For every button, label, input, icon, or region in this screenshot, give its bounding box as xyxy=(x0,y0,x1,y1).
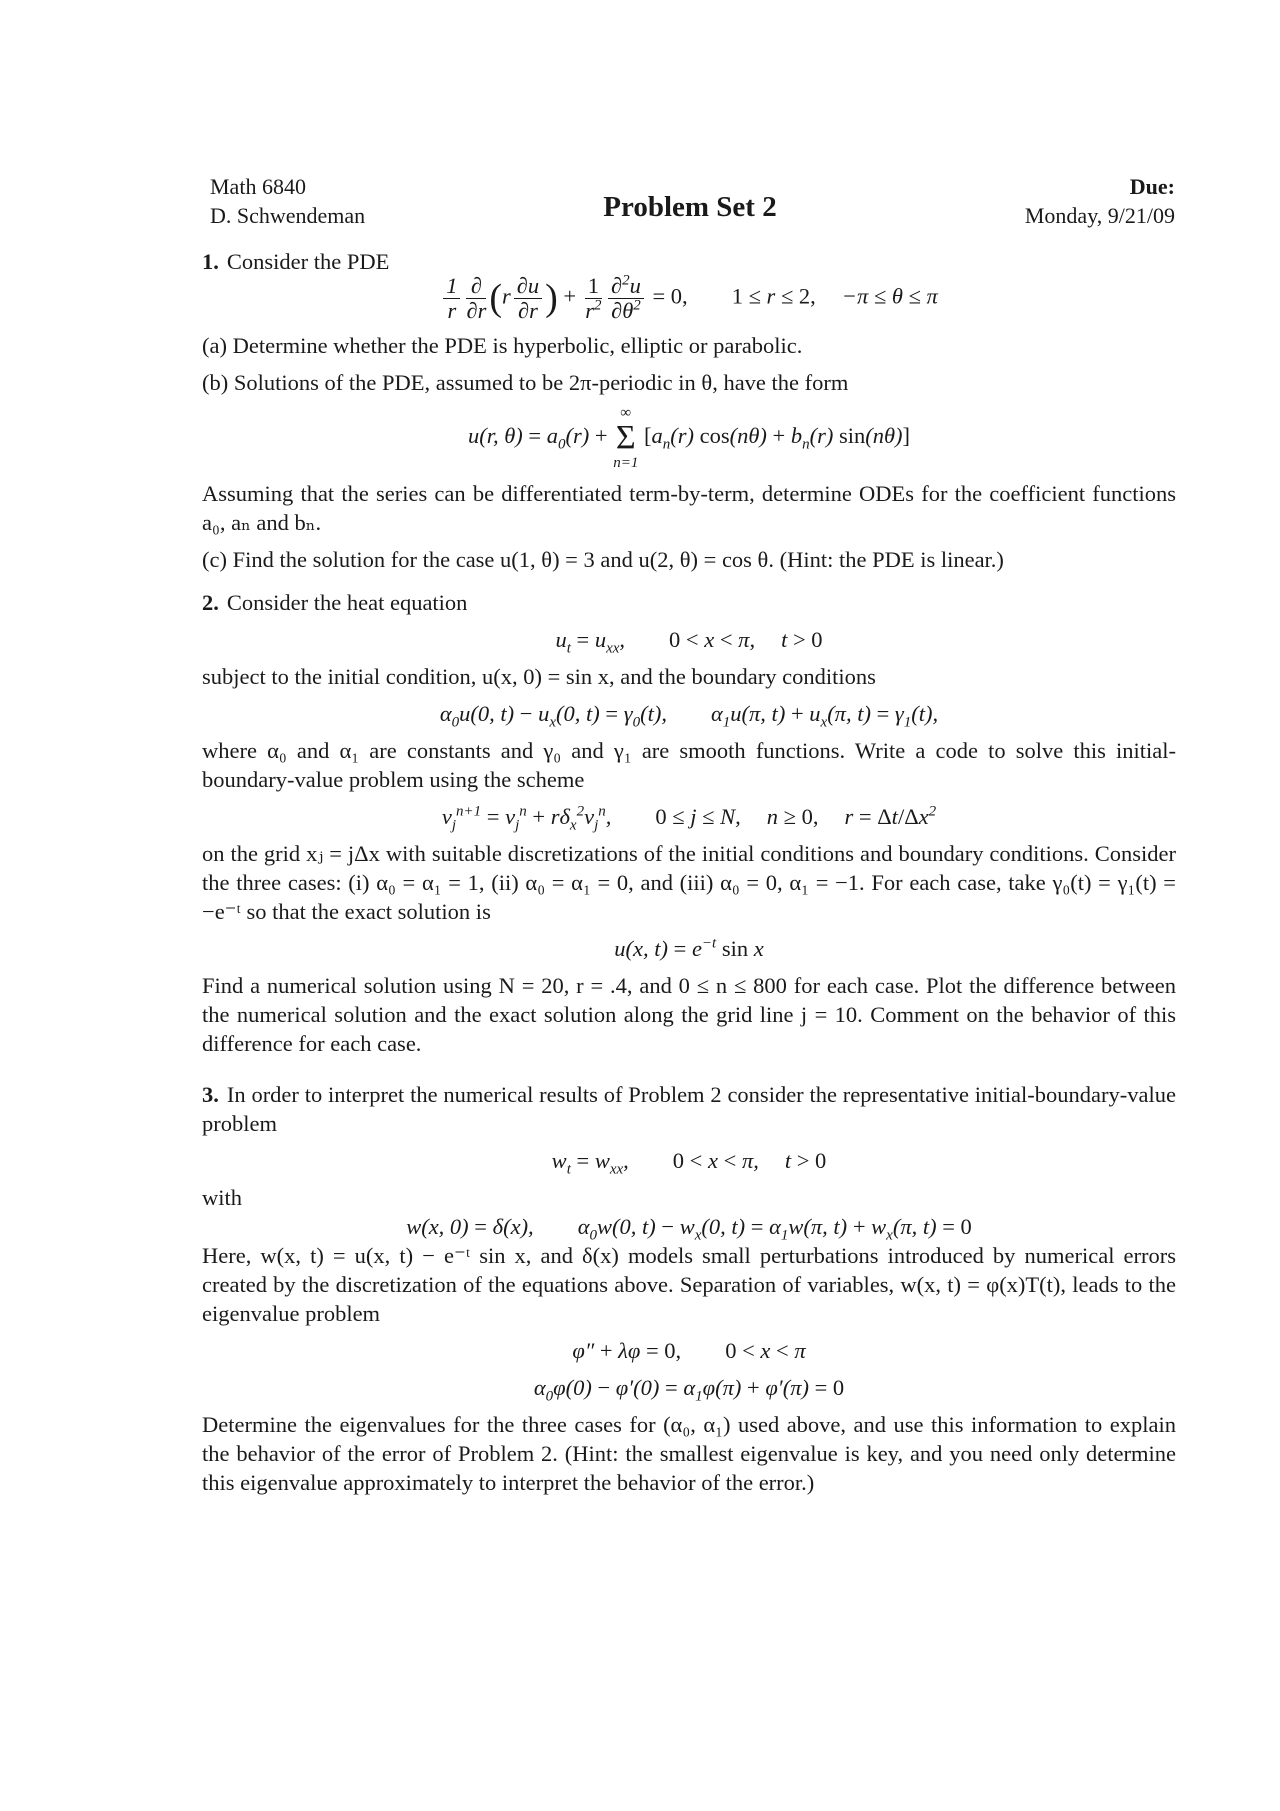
eigenvalue-equation: φ″ + λφ = 0, 0 < x < π xyxy=(572,1338,806,1363)
w-conditions: w(x, 0) = δ(x), $\alpha_0w(0$, $t) - w_x(0$, $t) = \alpha_1w(\pi$, $t) + w_x(\pi$, t) = 0 xyxy=(406,1214,972,1244)
problem-1-series-note: Assuming that the series can be differentiated term-by-term, determine ODEs for the coefficient functions a₀, aₙ and bₙ. xyxy=(202,481,1176,535)
problem-2-intro-text: Consider the heat equation xyxy=(226,590,468,615)
problem-2-grid-text: on the grid xⱼ = jΔx with suitable discretizations of the initial conditions and boundary conditions. Consider the three cases: (i) α₀ = α₁ = 1, (ii) α₀ = α₁ = 0, and (iii) α₀ = 0, α₁ = −1. For each case, take γ₀(t) = γ₁(t) = −e⁻ᵗ so that the exact solution is xyxy=(202,841,1176,924)
problem-3-here-text: Here, w(x, t) = u(x, t) − e⁻ᵗ sin x, and δ(x) models small perturbations introduced by numerical errors created by the discretization of the equations above. Separation of variables, w(x, t) = φ(x)T(t), leads to the eigenvalue problem xyxy=(202,1243,1176,1326)
problem-3-number: 3. xyxy=(202,1082,219,1107)
problem-2-number: 2. xyxy=(202,590,219,615)
instructor-name: D. Schwendeman xyxy=(210,203,366,228)
problem-1-part-c: (c) Find the solution for the case u(1, θ) = 3 and u(2, θ) = cos θ. (Hint: the PDE is linear.) xyxy=(202,547,1004,572)
problem-2-where-text: where α₀ and α₁ are constants and γ₀ and γ₁ are smooth functions. Write a code to solve this initial-boundary-value problem using the scheme xyxy=(202,738,1176,792)
problem-1-intro xyxy=(202,247,1176,276)
document-body xyxy=(202,247,1176,1497)
heat-equation: $u_t = u_{xx}$, 0 < x < π, t > 0 xyxy=(555,627,823,657)
problem-1-part-a: (a) Determine whether the PDE is hyperbolic, elliptic or parabolic. xyxy=(202,333,803,358)
problem-3-determine-text: Determine the eigenvalues for the three cases for (α₀, α₁) used above, and use this information to explain the behavior of the error of Problem 2. (Hint: the smallest eigenvalue is key, and you need only determine this eigenvalue approximately to interpret the behavior of the error.) xyxy=(202,1412,1176,1495)
problem-1-part-b: (b) Solutions of the PDE, assumed to be 2π-periodic in θ, have the form xyxy=(202,370,849,395)
fourier-series-equation: u(r, $\theta) = a_0(r)$ + ∞ Σ n=1 [$a_n(r) \cos(n\theta) + b_n(r)$ sin(nθ)] xyxy=(467,405,911,471)
course-name: Math 6840 xyxy=(210,174,306,199)
problem-1-intro-text: Consider the PDE xyxy=(226,249,390,274)
document-title: Problem Set 2 xyxy=(603,191,777,223)
due-label: Due: xyxy=(1129,174,1175,199)
boundary-conditions: $\alpha_0u(0$, $t) - u_x(0$, $t) = \gamma_0(t)$, $\alpha_1u(\pi$, $t) + u_x(\pi$, $t) = \gamma_1(t)$, xyxy=(439,701,939,731)
problem-2-initial-text: subject to the initial condition, u(x, 0) = sin x, and the boundary conditions xyxy=(202,664,876,689)
problem-3-with-text: with xyxy=(202,1185,243,1210)
eigenvalue-boundary: $\alpha_0\varphi(0) - \varphi'(0) = \alpha_1\varphi(\pi) + \varphi'(\pi) = 0$ xyxy=(533,1375,845,1405)
exact-solution: u(x, $t) = e^{-t}$ sin x xyxy=(614,935,764,961)
problem-3-intro-text: In order to interpret the numerical results of Problem 2 consider the representative initial-boundary-value problem xyxy=(202,1082,1176,1136)
header-right xyxy=(1025,172,1175,230)
pde-equation: $\frac{1}{r}$ $\frac{\partial}{\partial r}$ (r $\frac{\partial u}{\partial r}$ ) + $\frac{1}{r^2}$ $\frac{\partial^2u}{\partial\theta^2}$ = 0, 1 ≤ r ≤ 2, −π ≤ θ ≤ π xyxy=(202,274,1176,323)
problem-3-intro xyxy=(202,1080,1176,1138)
difference-scheme: $v_j^{n+1} = v_j^n + r\delta_x^2v_j^n$, 0 ≤ j ≤ N, n ≥ 0, $r = \Delta t/\Delta x^2$ xyxy=(441,803,937,834)
problem-2-find-text: Find a numerical solution using N = 20, r = .4, and 0 ≤ n ≤ 800 for each case. Plot the difference between the numerical solution and the exact solution along the grid line j = 10. Comment on the behavior of this difference for each case. xyxy=(202,973,1176,1056)
problem-1-number: 1. xyxy=(202,249,219,274)
problem-2-intro xyxy=(202,588,1176,617)
due-date: Monday, 9/21/09 xyxy=(1024,203,1175,228)
w-heat-equation: $w_t = w_{xx}$, 0 < x < π, t > 0 xyxy=(551,1148,827,1178)
